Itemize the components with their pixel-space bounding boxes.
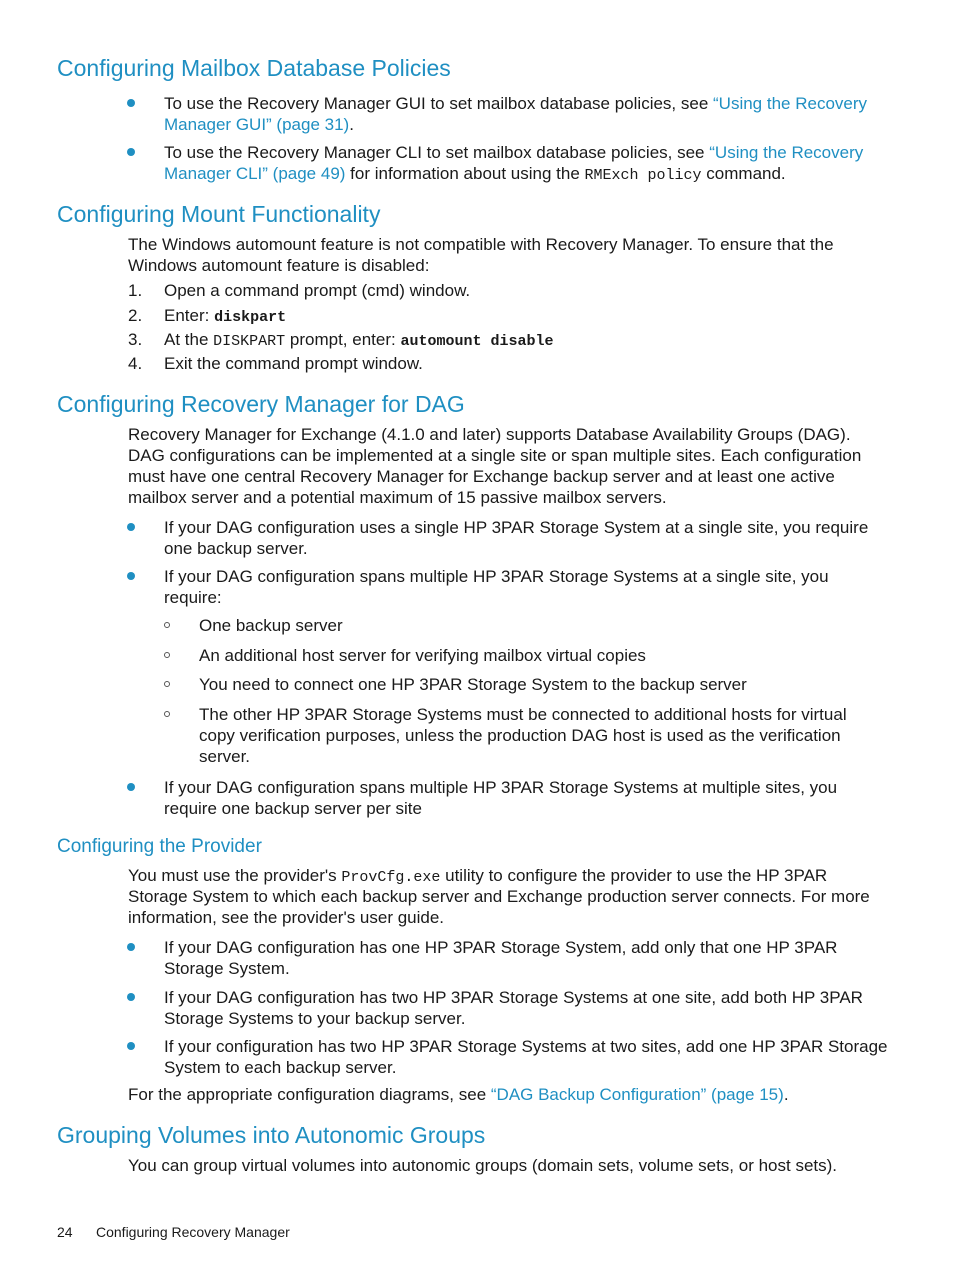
dag-sub-bullet-4-line-3: server. bbox=[199, 747, 251, 766]
step-4-text: Exit the command prompt window. bbox=[164, 354, 423, 373]
text: For the appropriate configuration diagrams, see bbox=[128, 1085, 491, 1104]
mailbox-bullet-1-line-1 bbox=[164, 93, 867, 114]
provider-bullet-1-line-2: Storage System. bbox=[164, 959, 290, 978]
provider-bullet-3-line-2: System to each backup server. bbox=[164, 1058, 397, 1077]
step-number: 1. bbox=[128, 281, 143, 300]
link-using-recovery-manager-cli[interactable]: “Using the Recovery bbox=[709, 143, 864, 162]
mailbox-bullet-2-line-2 bbox=[164, 163, 786, 186]
bullet-icon bbox=[127, 148, 135, 156]
provider-paragraph-line-3: information, see the provider's user guide. bbox=[128, 908, 445, 927]
dag-sub-bullet-2: An additional host server for verifying mailbox virtual copies bbox=[199, 646, 646, 665]
dag-paragraph-line-3: must have one central Recovery Manager for Exchange backup server and at least one active bbox=[128, 467, 835, 486]
dag-paragraph-line-1: Recovery Manager for Exchange (4.1.0 and later) supports Database Availability Groups (DAG). bbox=[128, 425, 851, 444]
footer-title: Configuring Recovery Manager bbox=[96, 1224, 290, 1240]
dag-sub-bullet-4-line-1: The other HP 3PAR Storage Systems must be connected to additional hosts for virtual bbox=[199, 705, 847, 724]
provider-final-paragraph bbox=[128, 1084, 789, 1105]
dag-bullet-2-line-1: If your DAG configuration spans multiple HP 3PAR Storage Systems at a single site, you bbox=[164, 567, 829, 586]
mount-paragraph-line-1: The Windows automount feature is not compatible with Recovery Manager. To ensure that the bbox=[128, 235, 834, 254]
bullet-icon bbox=[127, 572, 135, 580]
bullet-icon bbox=[127, 993, 135, 1001]
text: To use the Recovery Manager GUI to set mailbox database policies, see bbox=[164, 94, 714, 113]
link-dag-backup-configuration[interactable]: “DAG Backup Configuration” (page 15) bbox=[490, 1085, 784, 1104]
code-provcfg-exe: ProvCfg.exe bbox=[341, 869, 441, 886]
text: prompt, enter: bbox=[285, 330, 401, 349]
text: You must use the provider's bbox=[128, 866, 342, 885]
step-3-text bbox=[164, 329, 553, 352]
link-using-recovery-manager-gui-page[interactable]: Manager GUI” (page 31) bbox=[164, 115, 350, 134]
bullet-icon bbox=[127, 783, 135, 791]
step-number: 3. bbox=[128, 330, 143, 349]
provider-bullet-2-line-1: If your DAG configuration has two HP 3PAR Storage Systems at one site, add both HP 3PAR bbox=[164, 988, 863, 1007]
provider-bullet-1-line-1: If your DAG configuration has one HP 3PAR Storage System, add only that one HP 3PAR bbox=[164, 938, 838, 957]
text: . bbox=[349, 115, 354, 134]
provider-paragraph-line-2: Storage System to which each backup server and Exchange production server connects. For more bbox=[128, 887, 870, 906]
mount-paragraph-line-2: Windows automount feature is disabled: bbox=[128, 256, 430, 275]
text: utility to configure the provider to use the HP 3PAR bbox=[440, 866, 828, 885]
mailbox-bullet-1-line-2 bbox=[164, 114, 354, 135]
page-number: 24 bbox=[57, 1224, 73, 1240]
step-2-text bbox=[164, 305, 286, 328]
step-number: 2. bbox=[128, 306, 143, 325]
provider-bullet-2-line-2: Storage Systems to your backup server. bbox=[164, 1009, 466, 1028]
text: To use the Recovery Manager CLI to set mailbox database policies, see bbox=[164, 143, 710, 162]
bullet-icon bbox=[127, 1042, 135, 1050]
dag-bullet-2-line-2: require: bbox=[164, 588, 222, 607]
dag-sub-bullet-1: One backup server bbox=[199, 616, 343, 635]
text: command. bbox=[701, 164, 786, 183]
bullet-icon bbox=[127, 99, 135, 107]
bullet-icon bbox=[127, 523, 135, 531]
sub-bullet-icon bbox=[164, 652, 170, 658]
dag-paragraph-line-4: mailbox server and a potential maximum of 15 passive mailbox servers. bbox=[128, 488, 667, 507]
dag-paragraph-line-2: DAG configurations can be implemented at a single site or span multiple sites. Each configuration bbox=[128, 446, 862, 465]
dag-sub-bullet-3: You need to connect one HP 3PAR Storage System to the backup server bbox=[199, 675, 747, 694]
text: At the bbox=[164, 330, 214, 349]
provider-paragraph-line-1 bbox=[128, 865, 827, 888]
heading-recovery-manager-dag: Configuring Recovery Manager for DAG bbox=[57, 391, 465, 417]
link-using-recovery-manager-gui[interactable]: “Using the Recovery bbox=[713, 94, 868, 113]
heading-mailbox-policies: Configuring Mailbox Database Policies bbox=[57, 55, 451, 81]
bullet-icon bbox=[127, 943, 135, 951]
sub-bullet-icon bbox=[164, 681, 170, 687]
dag-sub-bullet-4-line-2: copy verification purposes, unless the production DAG host is used as the verification bbox=[199, 726, 841, 745]
text: . bbox=[783, 1085, 789, 1104]
code-rmexch-policy: RMExch policy bbox=[584, 167, 702, 184]
heading-configuring-provider: Configuring the Provider bbox=[57, 836, 262, 857]
code-diskpart-prompt: DISKPART bbox=[213, 333, 286, 350]
heading-grouping-volumes: Grouping Volumes into Autonomic Groups bbox=[57, 1122, 486, 1148]
dag-bullet-1-line-2: one backup server. bbox=[164, 539, 308, 558]
dag-bullet-3-line-2: require one backup server per site bbox=[164, 799, 422, 818]
step-number: 4. bbox=[128, 354, 143, 373]
mailbox-bullet-2-line-1 bbox=[164, 142, 863, 163]
step-1-text: Open a command prompt (cmd) window. bbox=[164, 281, 471, 300]
text: for information about using the bbox=[345, 164, 585, 183]
dag-bullet-1-line-1: If your DAG configuration uses a single HP 3PAR Storage System at a single site, you require bbox=[164, 518, 869, 537]
dag-bullet-3-line-1: If your DAG configuration spans multiple HP 3PAR Storage Systems at multiple sites, you bbox=[164, 778, 838, 797]
grouping-paragraph: You can group virtual volumes into autonomic groups (domain sets, volume sets, or host sets). bbox=[128, 1156, 838, 1175]
link-using-recovery-manager-cli-page[interactable]: Manager CLI” (page 49) bbox=[164, 164, 346, 183]
code-diskpart: diskpart bbox=[214, 309, 287, 326]
code-automount-disable: automount disable bbox=[400, 333, 554, 350]
sub-bullet-icon bbox=[164, 622, 170, 628]
text: Enter: bbox=[164, 306, 215, 325]
sub-bullet-icon bbox=[164, 711, 170, 717]
heading-mount-functionality: Configuring Mount Functionality bbox=[57, 201, 381, 227]
provider-bullet-3-line-1: If your configuration has two HP 3PAR Storage Systems at two sites, add one HP 3PAR Storage bbox=[164, 1037, 888, 1056]
